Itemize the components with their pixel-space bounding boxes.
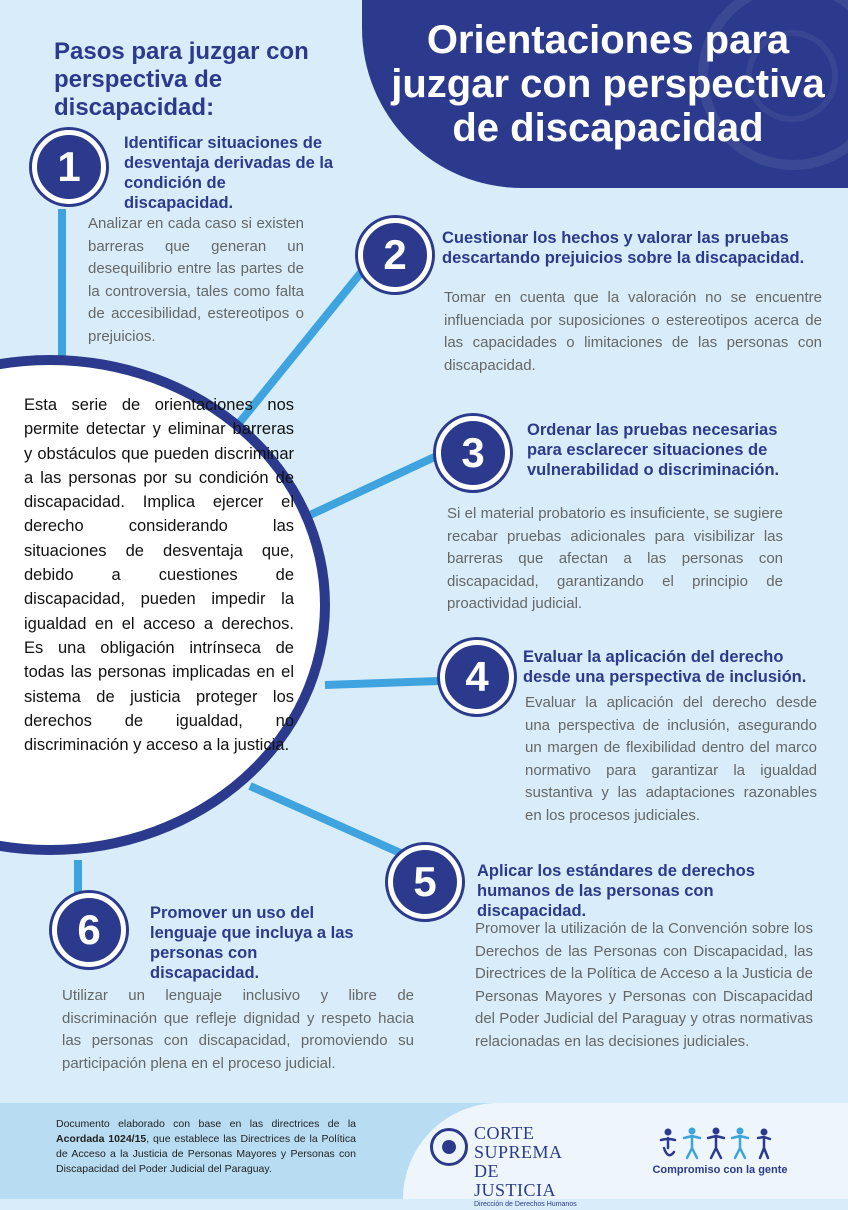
national-seal-icon <box>430 1128 468 1166</box>
main-title: Orientaciones para juzgar con perspectiva de discapacidad <box>391 18 825 150</box>
footer-logo-area <box>403 1103 848 1199</box>
connector-line <box>248 782 411 860</box>
step-6-badge: 6 <box>52 893 126 967</box>
footer-note-bold: Acordada 1024/15 <box>56 1133 147 1145</box>
step-5-title: Aplicar los estándares de derechos humanos de las personas con discapacidad. <box>477 862 755 920</box>
step-2-title: Cuestionar los hechos y valorar las pruebas descartando prejuicios sobre la discapacidad. <box>442 229 805 267</box>
footer-note-text: Documento elaborado con base en las directrices de la <box>56 1118 356 1130</box>
people-icon <box>658 1126 776 1160</box>
intro-text: Esta serie de orientaciones nos permite detectar y eliminar barreras y obstáculos que pueden discriminar a las personas por su condición de discapacidad. Implica ejercer el derecho considerando las situaciones de desventaja que, debido a cuestiones de discapacidad, pueden impedir la igualdad en el acceso a derechos. Es una obligación intrínseca de todas las personas implicadas en el sistema de justicia proteger los derechos de igualdad, no discriminación y acceso a la justicia. <box>24 396 294 755</box>
step-5-badge: 5 <box>388 845 462 919</box>
logo-line-2: SUPREMA <box>474 1142 563 1162</box>
logo-line-1: CORTE <box>474 1123 535 1143</box>
step-4-badge: 4 <box>440 640 514 714</box>
connector-line <box>306 449 445 520</box>
logo-department: Dirección de Derechos Humanos <box>474 1201 577 1208</box>
footer-note-text-end: , que establece las Directrices de la Política de Acceso a la Justicia de Personas Mayores y Personas con Discapacidad del Poder Judicial del Paraguay. <box>56 1133 356 1175</box>
footer-note <box>56 1117 356 1177</box>
step-3-title: Ordenar las pruebas necesarias para esclarecer situaciones de vulnerabilidad o discriminación. <box>527 421 780 479</box>
slogan: Compromiso con la gente <box>652 1164 788 1176</box>
step-2-desc: Tomar en cuenta que la valoración no se encuentre influenciada por suposiciones o estereotipos acerca de las capacidades o limitaciones de las personas con discapacidad. <box>444 289 822 374</box>
logo-line-3: DE JUSTICIA <box>474 1161 557 1200</box>
step-1-desc: Analizar en cada caso si existen barreras que generan un desequilibrio entre las partes de la controversia, tales como falta de accesibilidad, estereotipos o prejuicios. <box>88 215 304 345</box>
step-3-badge: 3 <box>436 416 510 490</box>
steps-heading: Pasos para juzgar con perspectiva de discapacidad: <box>54 38 309 121</box>
step-6-desc: Utilizar un lenguaje inclusivo y libre de discriminación que refleje dignidad y respeto hacia las personas con discapacidad, promoviendo su participación plena en el proceso judicial. <box>62 987 414 1072</box>
step-3-desc: Si el material probatorio es insuficiente, se sugiere recabar pruebas adicionales para visibilizar las barreras que afectan a las personas con discapacidad, garantizando el principio de proactividad judicial. <box>447 505 783 612</box>
connector-line <box>325 677 450 689</box>
connector-line <box>58 209 66 369</box>
step-4-title: Evaluar la aplicación del derecho desde una perspectiva de inclusión. <box>523 648 807 686</box>
corte-suprema-logo <box>474 1124 584 1210</box>
step-1-badge: 1 <box>32 130 106 204</box>
step-6-title: Promover un uso del lenguaje que incluya a las personas con discapacidad. <box>150 904 354 982</box>
step-5-desc: Promover la utilización de la Convención sobre los Derechos de las Personas con Discapacidad, las Directrices de la Política de Acceso a la Justicia de Personas Mayores y Personas con Discapacidad del Poder Judicial del Paraguay y otras normativas relacionadas en las decisiones judiciales. <box>475 920 813 1050</box>
step-2-badge: 2 <box>358 218 432 292</box>
step-1-title: Identificar situaciones de desventaja derivadas de la condición de discapacidad. <box>124 134 334 212</box>
step-4-desc: Evaluar la aplicación del derecho desde una perspectiva de inclusión, asegurando un margen de flexibilidad dentro del marco normativo para garantizar la igualdad sustantiva y las adaptaciones razonables en los procesos judiciales. <box>525 694 817 824</box>
